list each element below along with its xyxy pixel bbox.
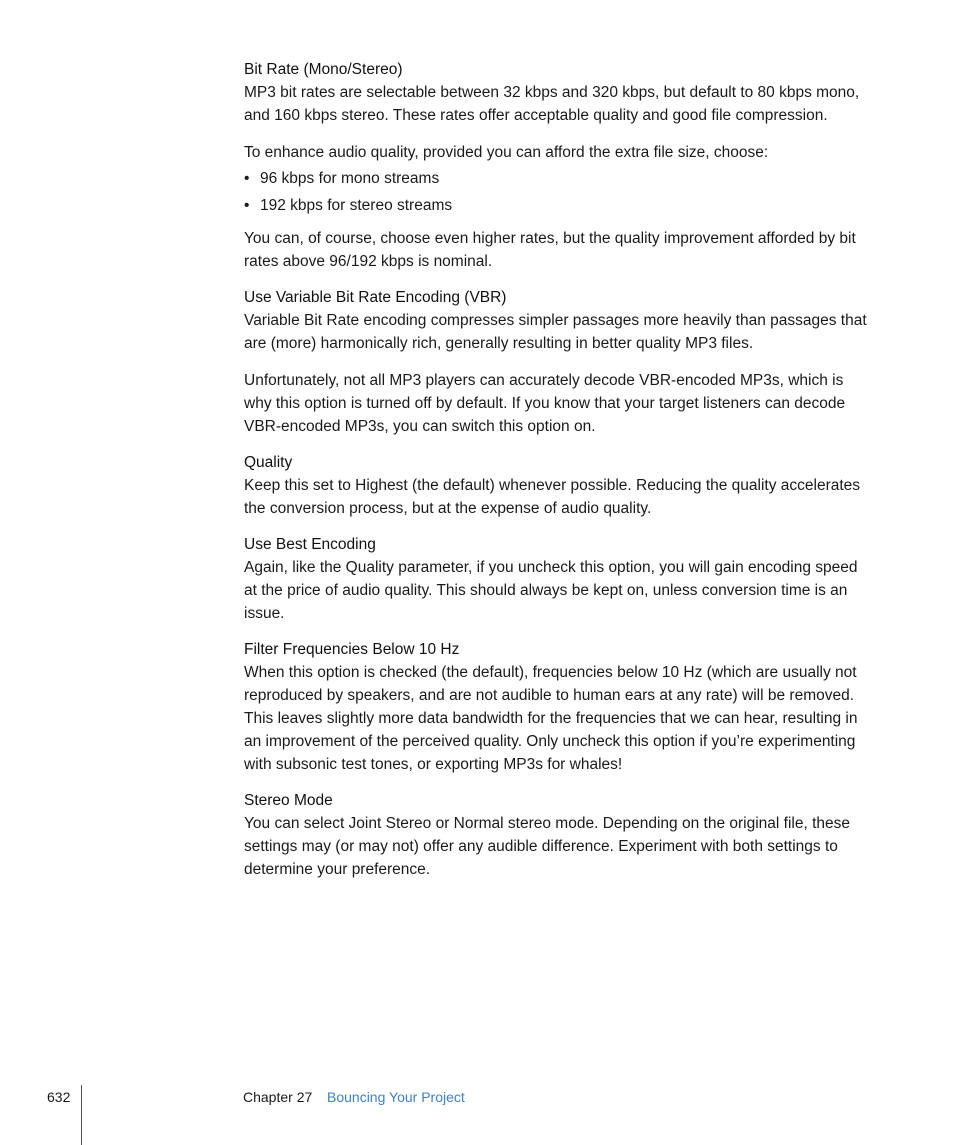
page-number: 632: [47, 1089, 71, 1105]
list-item: [244, 194, 869, 217]
section-heading: Use Variable Bit Rate Encoding (VBR): [244, 289, 507, 306]
list-item-text: 96 kbps for mono streams: [260, 170, 440, 187]
paragraph: Variable Bit Rate encoding compresses simpler passages more heavily than passages that are (more) harmonically rich, generally resulting in better quality MP3 files.: [244, 312, 867, 352]
bullet-list: [244, 167, 869, 217]
section-heading: Quality: [244, 454, 293, 471]
chapter-title-link[interactable]: Bouncing Your Project: [327, 1089, 465, 1105]
list-item: [244, 167, 869, 190]
section-stereo-mode: [244, 789, 869, 881]
page-footer: [0, 1085, 954, 1145]
section-heading: Stereo Mode: [244, 792, 333, 809]
section-heading: Bit Rate (Mono/Stereo): [244, 61, 403, 78]
paragraph: Keep this set to Highest (the default) whenever possible. Reducing the quality accelerates the conversion process, but at the expense of audio quality.: [244, 477, 861, 517]
section-filter-frequencies: [244, 638, 869, 776]
paragraph: Unfortunately, not all MP3 players can accurately decode VBR-encoded MP3s, which is why this option is turned off by default. If you know that your target listeners can decode VBR-encoded MP3s, you can switch this option on.: [244, 372, 846, 435]
section-bit-rate: [244, 58, 869, 273]
section-vbr: [244, 286, 869, 438]
footer-divider: [81, 1085, 82, 1145]
paragraph: To enhance audio quality, provided you can afford the extra file size, choose:: [244, 144, 769, 161]
chapter-label: Chapter 27: [243, 1089, 313, 1105]
page-content: [244, 58, 869, 881]
section-quality: [244, 451, 869, 520]
list-item-text: 192 kbps for stereo streams: [260, 197, 453, 214]
bullet-marker: •: [244, 197, 250, 214]
paragraph: You can, of course, choose even higher rates, but the quality improvement afforded by bit rates above 96/192 kbps is nominal.: [244, 230, 856, 270]
paragraph: Again, like the Quality parameter, if you uncheck this option, you will gain encoding speed at the price of audio quality. This should always be kept on, unless conversion time is an issue.: [244, 559, 858, 622]
paragraph: MP3 bit rates are selectable between 32 kbps and 320 kbps, but default to 80 kbps mono, and 160 kbps stereo. These rates offer acceptable quality and good file compression.: [244, 84, 860, 124]
section-heading: Use Best Encoding: [244, 536, 376, 553]
section-best-encoding: [244, 533, 869, 625]
section-heading: Filter Frequencies Below 10 Hz: [244, 641, 460, 658]
bullet-marker: •: [244, 170, 250, 187]
paragraph: You can select Joint Stereo or Normal stereo mode. Depending on the original file, these settings may (or may not) offer any audible difference. Experiment with both settings to determine your preference.: [244, 815, 851, 878]
paragraph: When this option is checked (the default), frequencies below 10 Hz (which are usually not reproduced by speakers, and are not audible to human ears at any rate) will be removed. This leaves slightly more data bandwidth for the frequencies that we can hear, resulting in an improvement of the perceived quality. Only uncheck this option if you’re experimenting with subsonic test tones, or exporting MP3s for whales!: [244, 664, 858, 773]
